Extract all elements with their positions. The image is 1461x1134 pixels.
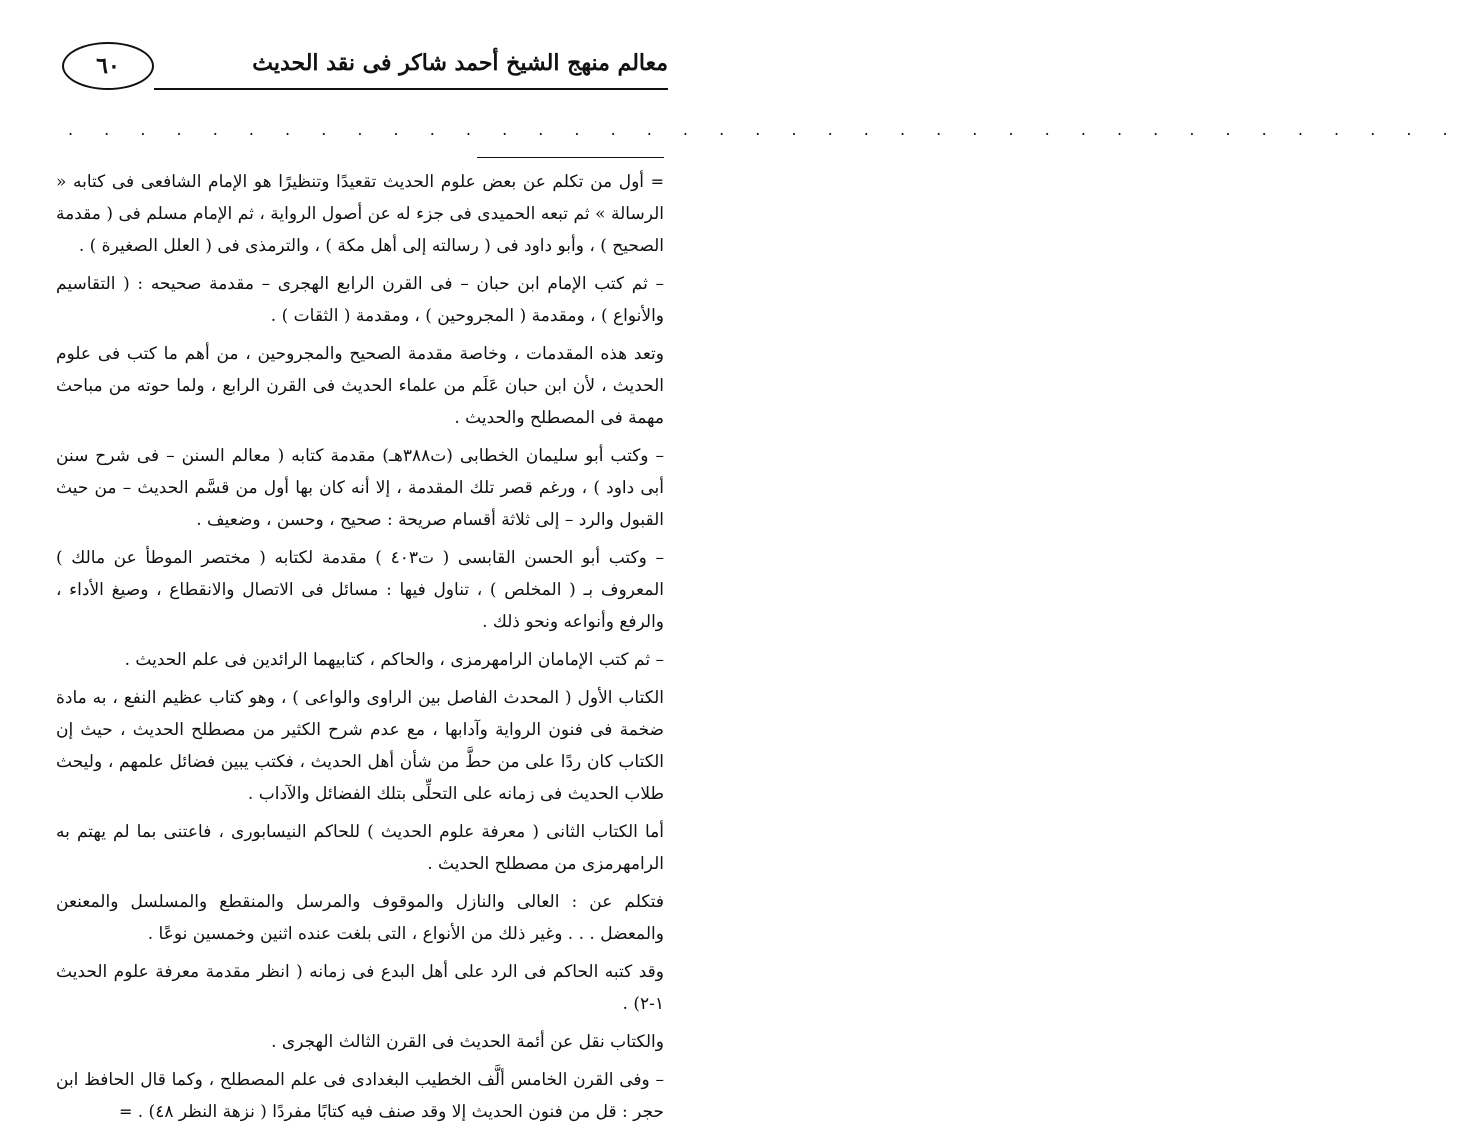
continuation-marker-close: = — [118, 1102, 133, 1121]
header-rule — [154, 88, 668, 90]
footnote-body — [56, 166, 664, 1134]
page-header — [62, 42, 668, 94]
footnote-paragraph: = أول من تكلم عن بعض علوم الحديث تقعيدًا وتنظيرًا هو الإمام الشافعى فى كتابه « الرسالة » ثم تبعه الحميدى فى جزء له عن أصول الرواية ، ثم الإمام مسلم فى ( مقدمة الصحيح ) ، وأبو داود فى ( رسالته إلى أهل مكة ) ، والترمذى فى ( العلل الصغيرة ) . — [56, 172, 664, 256]
footnote-paragraph: – وكتب أبو الحسن القابسى ( ت٤٠٣ ) مقدمة لكتابه ( مختصر الموطأ عن مالك ) المعروف بـ ( المخلص ) ، تناول فيها : مسائل فى الاتصال والانقطاع ، وصيغ الأداء ، والرفع وأنواعه ونحو ذلك . — [56, 548, 664, 632]
continuation-marker-open: = — [650, 172, 664, 191]
footnote-paragraph: والكتاب نقل عن أئمة الحديث فى القرن الثالث الهجرى . — [271, 1032, 664, 1052]
page-number-oval — [62, 42, 154, 90]
running-title: معالم منهج الشيخ أحمد شاكر فى نقد الحديث — [252, 50, 668, 76]
footnote-paragraph: الكتاب الأول ( المحدث الفاصل بين الراوى والواعى ) ، وهو كتاب عظيم النفع ، به مادة ضخمة فى فنون الرواية وآدابها ، مع عدم شرح الكثير من مصطلح الحديث ، حيث إن الكتاب كان ردًا على من حطَّ من شأن أهل الحديث ، فكتب يبين فضائل علمهم ، وليحث طلاب الحديث فى زمانه على التحلِّى بتلك الفضائل والآداب . — [56, 688, 664, 804]
footnote-paragraph: – وفى القرن الخامس ألَّف الخطيب البغدادى فى علم المصطلح ، وكما قال الحافظ ابن حجر : قل من فنون الحديث إلا وقد صنف فيه كتابًا مفردًا ( نزهة النظر ٤٨) . = — [56, 1070, 664, 1122]
footnote-paragraph: أما الكتاب الثانى ( معرفة علوم الحديث ) للحاكم النيسابورى ، فاعتنى بما لم يهتم به الرامهرمزى من مصطلح الحديث . — [56, 822, 664, 874]
footnote-paragraph: – ثم كتب الإمامان الرامهرمزى ، والحاكم ، كتابيهما الرائدين فى علم الحديث . — [124, 650, 664, 670]
footnote-paragraph: وقد كتبه الحاكم فى الرد على أهل البدع فى زمانه ( انظر مقدمة معرفة علوم الحديث ١-٢) . — [56, 962, 664, 1014]
footnote-paragraph: – ثم كتب الإمام ابن حبان – فى القرن الرابع الهجرى – مقدمة صحيحه : ( التقاسيم والأنواع ) ، ومقدمة ( المجروحين ) ، ومقدمة ( الثقات ) . — [56, 274, 664, 326]
footnote-paragraph: – وكتب أبو سليمان الخطابى (ت٣٨٨هـ) مقدمة كتابه ( معالم السنن – فى شرح سنن أبى داود ) ، ورغم قصر تلك المقدمة ، إلا أنه كان بها أول من قسَّم الحديث – من حيث القبول والرد – إلى ثلاثة أقسام صريحة : صحيح ، وحسن ، وضعيف . — [56, 446, 664, 530]
footnote-rule — [477, 157, 664, 158]
dotted-separator: . . . . . . . . . . . . . . . . . . . . . . . . . . . . . . . . . . . . . . . — [68, 120, 1461, 139]
page-number: ٦٠ — [96, 53, 120, 79]
footnote-paragraph: فتكلم عن : العالى والنازل والموقوف والمرسل والمنقطع والمسلسل والمعنعن والمعضل . . . وغير ذلك من الأنواع ، التى بلغت عنده اثنين وخمسين نوعًا . — [56, 892, 664, 944]
footnote-paragraph: وتعد هذه المقدمات ، وخاصة مقدمة الصحيح والمجروحين ، من أهم ما كتب فى علوم الحديث ، لأن ابن حبان عَلَم من علماء الحديث فى القرن الرابع ، ولما حوته من مباحث مهمة فى المصطلح والحديث . — [56, 344, 664, 428]
